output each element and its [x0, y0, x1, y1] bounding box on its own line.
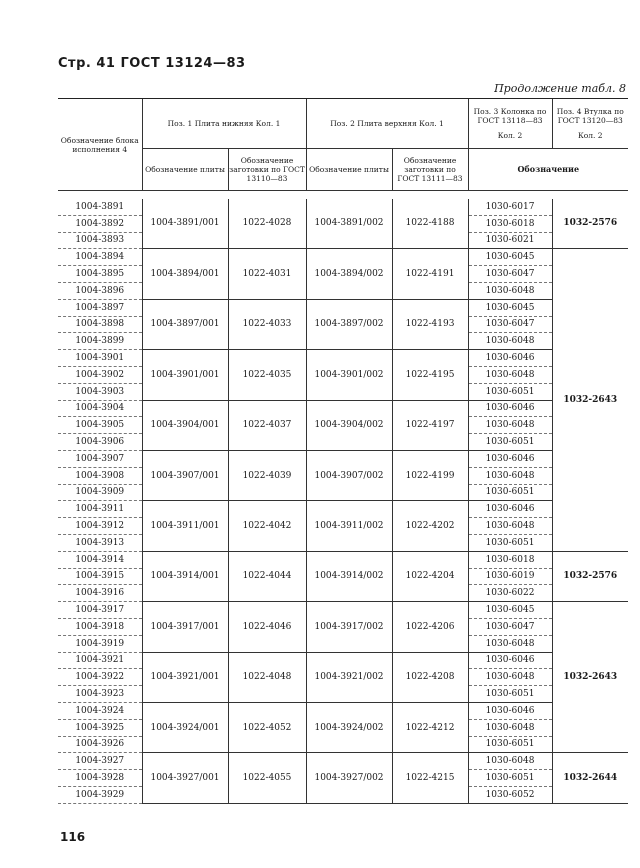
column-code-cell: 1030-6051	[468, 686, 552, 703]
upper-blank-cell: 1022-4206	[392, 602, 468, 652]
column-code-cell: 1030-6048	[468, 467, 552, 484]
upper-plate-cell: 1004-3897/002	[306, 299, 392, 349]
block-code-cell: 1004-3918	[58, 618, 142, 635]
block-code-cell: 1004-3926	[58, 736, 142, 753]
column-code-cell: 1030-6019	[468, 568, 552, 585]
block-code-cell: 1004-3909	[58, 484, 142, 501]
lower-plate-cell: 1004-3924/001	[142, 702, 228, 752]
column-code-cell: 1030-6048	[468, 282, 552, 299]
header-pos4	[552, 99, 628, 149]
upper-blank-cell: 1022-4204	[392, 551, 468, 601]
lower-blank-cell: 1022-4052	[228, 702, 306, 752]
lower-plate-cell: 1004-3891/001	[142, 199, 228, 249]
block-code-cell: 1004-3921	[58, 652, 142, 669]
block-code-cell: 1004-3893	[58, 232, 142, 249]
column-code-cell: 1030-6051	[468, 770, 552, 787]
header-plate-2: Обозначение плиты	[306, 149, 392, 191]
block-code-cell: 1004-3896	[58, 282, 142, 299]
upper-plate-cell: 1004-3901/002	[306, 350, 392, 400]
column-code-cell: 1030-6051	[468, 383, 552, 400]
column-code-cell: 1030-6046	[468, 400, 552, 417]
block-code-cell: 1004-3901	[58, 350, 142, 367]
block-code-cell: 1004-3928	[58, 770, 142, 787]
column-code-cell: 1030-6045	[468, 299, 552, 316]
column-code-cell: 1030-6048	[468, 333, 552, 350]
lower-blank-cell: 1022-4033	[228, 299, 306, 349]
block-code-cell: 1004-3894	[58, 249, 142, 266]
block-code-cell: 1004-3913	[58, 534, 142, 551]
lower-blank-cell: 1022-4044	[228, 551, 306, 601]
column-code-cell: 1030-6017	[468, 199, 552, 216]
column-code-cell: 1030-6051	[468, 534, 552, 551]
lower-blank-cell: 1022-4039	[228, 450, 306, 500]
lower-plate-cell: 1004-3907/001	[142, 450, 228, 500]
column-code-cell: 1030-6045	[468, 249, 552, 266]
upper-blank-cell: 1022-4202	[392, 501, 468, 551]
upper-plate-cell: 1004-3917/002	[306, 602, 392, 652]
header-pos3-qty: Кол. 2	[497, 131, 523, 140]
table-row	[58, 501, 628, 518]
upper-blank-cell: 1022-4193	[392, 299, 468, 349]
header-pos3	[468, 99, 552, 149]
column-code-cell: 1030-6046	[468, 450, 552, 467]
column-code-cell: 1030-6018	[468, 551, 552, 568]
block-code-cell: 1004-3927	[58, 753, 142, 770]
upper-plate-cell: 1004-3894/002	[306, 249, 392, 299]
header-pos2: Поз. 2 Плита верхняя Кол. 1	[306, 99, 468, 149]
lower-plate-cell: 1004-3894/001	[142, 249, 228, 299]
block-code-cell: 1004-3924	[58, 702, 142, 719]
block-code-cell: 1004-3929	[58, 786, 142, 803]
lower-blank-cell: 1022-4037	[228, 400, 306, 450]
lower-blank-cell: 1022-4055	[228, 753, 306, 803]
lower-plate-cell: 1004-3914/001	[142, 551, 228, 601]
block-code-cell: 1004-3916	[58, 585, 142, 602]
table-row	[58, 249, 628, 266]
block-code-cell: 1004-3905	[58, 417, 142, 434]
upper-blank-cell: 1022-4188	[392, 199, 468, 249]
column-code-cell: 1030-6051	[468, 736, 552, 753]
bushing-cell: 1032-2644	[552, 753, 628, 803]
upper-plate-cell: 1004-3911/002	[306, 501, 392, 551]
table-row	[58, 199, 628, 216]
page-header: Стр. 41 ГОСТ 13124—83	[58, 56, 246, 71]
block-code-cell: 1004-3919	[58, 635, 142, 652]
block-code-cell: 1004-3917	[58, 602, 142, 619]
upper-plate-cell: 1004-3891/002	[306, 199, 392, 249]
upper-plate-cell: 1004-3924/002	[306, 702, 392, 752]
lower-blank-cell: 1022-4048	[228, 652, 306, 702]
column-code-cell: 1030-6046	[468, 350, 552, 367]
column-code-cell: 1030-6018	[468, 215, 552, 232]
column-code-cell: 1030-6048	[468, 417, 552, 434]
column-code-cell: 1030-6052	[468, 786, 552, 803]
table-row	[58, 400, 628, 417]
lower-plate-cell: 1004-3901/001	[142, 350, 228, 400]
block-code-cell: 1004-3907	[58, 450, 142, 467]
header-pos1: Поз. 1 Плита нижняя Кол. 1	[142, 99, 306, 149]
column-code-cell: 1030-6048	[468, 635, 552, 652]
column-code-cell: 1030-6022	[468, 585, 552, 602]
upper-plate-cell: 1004-3907/002	[306, 450, 392, 500]
column-code-cell: 1030-6048	[468, 669, 552, 686]
lower-blank-cell: 1022-4035	[228, 350, 306, 400]
column-code-cell: 1030-6048	[468, 518, 552, 535]
column-code-cell: 1030-6048	[468, 719, 552, 736]
table-row	[58, 299, 628, 316]
bushing-cell: 1032-2576	[552, 551, 628, 601]
continuation-note: Продолжение табл. 8	[494, 82, 626, 95]
block-code-cell: 1004-3925	[58, 719, 142, 736]
block-code-cell: 1004-3908	[58, 467, 142, 484]
upper-plate-cell: 1004-3921/002	[306, 652, 392, 702]
upper-blank-cell: 1022-4199	[392, 450, 468, 500]
column-code-cell: 1030-6051	[468, 484, 552, 501]
header-pos4-title: Поз. 4 Втулка по ГОСТ 13120—83	[556, 107, 624, 125]
column-code-cell: 1030-6047	[468, 618, 552, 635]
column-code-cell: 1030-6046	[468, 652, 552, 669]
block-code-cell: 1004-3922	[58, 669, 142, 686]
block-code-cell: 1004-3923	[58, 686, 142, 703]
lower-plate-cell: 1004-3917/001	[142, 602, 228, 652]
block-code-cell: 1004-3891	[58, 199, 142, 216]
lower-blank-cell: 1022-4042	[228, 501, 306, 551]
block-code-cell: 1004-3904	[58, 400, 142, 417]
lower-plate-cell: 1004-3921/001	[142, 652, 228, 702]
block-code-cell: 1004-3906	[58, 434, 142, 451]
column-code-cell: 1030-6051	[468, 434, 552, 451]
block-code-cell: 1004-3897	[58, 299, 142, 316]
upper-blank-cell: 1022-4208	[392, 652, 468, 702]
column-code-cell: 1030-6046	[468, 702, 552, 719]
header-blank-1: Обозначение заготовки по ГОСТ 13110—83	[228, 149, 306, 191]
block-code-cell: 1004-3911	[58, 501, 142, 518]
column-code-cell: 1030-6021	[468, 232, 552, 249]
block-code-cell: 1004-3903	[58, 383, 142, 400]
block-code-cell: 1004-3902	[58, 366, 142, 383]
header-pos3-title: Поз. 3 Колонка по ГОСТ 13118—83	[473, 107, 547, 125]
column-code-cell: 1030-6048	[468, 366, 552, 383]
block-code-cell: 1004-3915	[58, 568, 142, 585]
table-row	[58, 350, 628, 367]
bushing-cell: 1032-2576	[552, 199, 628, 249]
table-body	[58, 199, 628, 804]
table-row	[58, 602, 628, 619]
header-plate-1: Обозначение плиты	[142, 149, 228, 191]
lower-plate-cell: 1004-3927/001	[142, 753, 228, 803]
upper-plate-cell: 1004-3904/002	[306, 400, 392, 450]
block-code-cell: 1004-3912	[58, 518, 142, 535]
page-number: 116	[60, 830, 86, 844]
block-code-cell: 1004-3895	[58, 266, 142, 283]
table-row	[58, 450, 628, 467]
upper-blank-cell: 1022-4197	[392, 400, 468, 450]
block-code-cell: 1004-3898	[58, 316, 142, 333]
table-row	[58, 753, 628, 770]
upper-plate-cell: 1004-3914/002	[306, 551, 392, 601]
specification-table	[58, 98, 628, 804]
column-code-cell: 1030-6048	[468, 753, 552, 770]
lower-plate-cell: 1004-3904/001	[142, 400, 228, 450]
table-row	[58, 551, 628, 568]
header-block-designation: Обозначение блока исполнения 4	[58, 99, 142, 191]
block-code-cell: 1004-3892	[58, 215, 142, 232]
upper-blank-cell: 1022-4215	[392, 753, 468, 803]
header-designation: Обозначение	[468, 149, 628, 191]
header-pos4-qty: Кол. 2	[577, 131, 603, 140]
upper-blank-cell: 1022-4212	[392, 702, 468, 752]
header-blank-2: Обозначение заготовки по ГОСТ 13111—83	[392, 149, 468, 191]
lower-blank-cell: 1022-4028	[228, 199, 306, 249]
column-code-cell: 1030-6047	[468, 266, 552, 283]
lower-plate-cell: 1004-3911/001	[142, 501, 228, 551]
block-code-cell: 1004-3899	[58, 333, 142, 350]
table-row	[58, 652, 628, 669]
column-code-cell: 1030-6046	[468, 501, 552, 518]
table-row	[58, 702, 628, 719]
lower-blank-cell: 1022-4046	[228, 602, 306, 652]
lower-plate-cell: 1004-3897/001	[142, 299, 228, 349]
upper-plate-cell: 1004-3927/002	[306, 753, 392, 803]
block-code-cell: 1004-3914	[58, 551, 142, 568]
column-code-cell: 1030-6045	[468, 602, 552, 619]
upper-blank-cell: 1022-4191	[392, 249, 468, 299]
column-code-cell: 1030-6047	[468, 316, 552, 333]
lower-blank-cell: 1022-4031	[228, 249, 306, 299]
bushing-cell: 1032-2643	[552, 602, 628, 753]
bushing-cell: 1032-2643	[552, 249, 628, 551]
upper-blank-cell: 1022-4195	[392, 350, 468, 400]
